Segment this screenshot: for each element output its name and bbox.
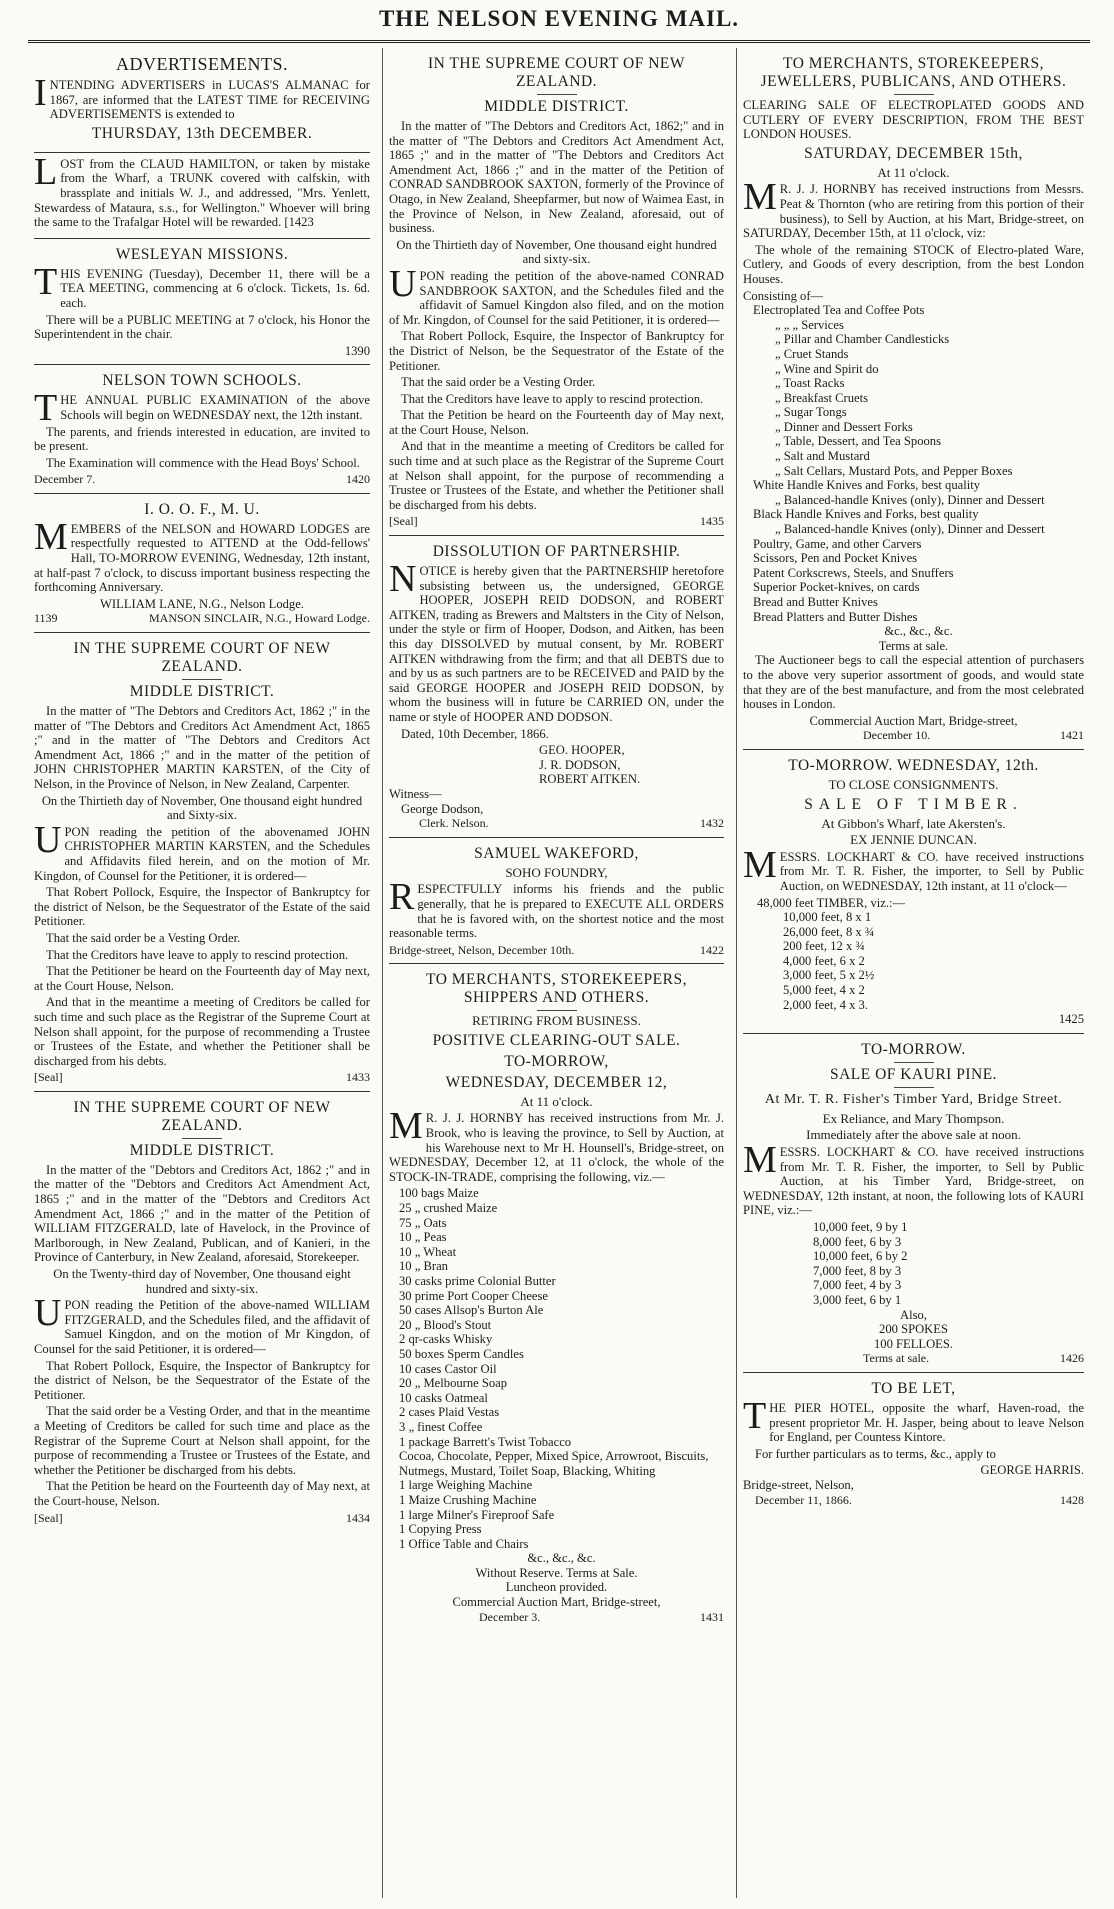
timber-item: 10,000 feet, 8 x 1	[783, 910, 872, 925]
masthead: THE NELSON EVENING MAIL.	[28, 6, 1090, 43]
court2-seal: [Seal]	[34, 1510, 63, 1525]
schools-text2: The parents, and friends interested in education, are invited to be present.	[34, 424, 370, 454]
jewellers-item: „ Dinner and Dessert Forks	[775, 419, 913, 434]
court1-district: MIDDLE DISTRICT.	[129, 683, 275, 701]
jewellers-item: „ Balanced-handle Knives (only), Dinner and Dessert	[775, 492, 1045, 507]
merchants-item: 50 cases Allsop's Burton Ale	[399, 1303, 544, 1318]
merchants-item: 1 large Milner's Fireproof Safe	[399, 1507, 555, 1522]
merchants-item: 75 „ Oats	[399, 1215, 447, 1230]
schools-num: 1420	[346, 472, 370, 487]
jewellers-item: Bread Platters and Butter Dishes	[753, 609, 918, 624]
jewellers-item: Poultry, Game, and other Carvers	[753, 536, 922, 551]
jewellers-item: „ Pillar and Chamber Candlesticks	[775, 332, 950, 347]
jewellers-item: Patent Corkscrews, Steels, and Snuffers	[753, 565, 954, 580]
jewellers-items	[743, 303, 1084, 639]
ad-kauri	[743, 1034, 1084, 1373]
merchants-tomorrow: TO-MORROW,	[504, 1052, 609, 1070]
jewellers-text: MR. J. J. HORNBY has received instructions from Messrs. Peat & Thornton (who are retiring from this portion of their business), to Sell by Auction, at his Mart, Bridge-street, on SATURDAY, December 15th, at 11 o'clock, viz:	[743, 176, 1084, 241]
court1-on: On the Thirtieth day of November, One thousand eight hundred and Sixty-six.	[41, 793, 363, 823]
jewellers-item: „ Toast Racks	[775, 376, 845, 391]
wesleyan-title: WESLEYAN MISSIONS.	[115, 245, 289, 263]
court3-title: IN THE SUPREME COURT OF NEW ZEALAND.	[428, 55, 685, 90]
court1-title: IN THE SUPREME COURT OF NEW ZEALAND.	[73, 640, 331, 676]
court1-num: 1433	[346, 1070, 370, 1085]
advertisements-header: ADVERTISEMENTS.	[116, 54, 288, 74]
court2-upon: UPON reading the Petition of the above-named WILLIAM FITZGERALD, and the Schedules filed, and the affidavit of Samuel Kingdon, and on the motion of Mr Kingdon, of Counsel for the said Petitioner, it is ordered—	[34, 1292, 370, 1356]
court3-p4: That the Petition be heard on the Fourteenth day of May next, at the Court House, Nelson.	[389, 408, 724, 437]
merchants-item: Cocoa, Chocolate, Pepper, Mixed Spice, Arrowroot, Biscuits, Nutmegs, Mustard, Toilet Soap, Blacking, Whiting	[399, 1449, 709, 1478]
kauri-item: 10,000 feet, 6 by 2	[813, 1249, 908, 1264]
merchants-item: 25 „ crushed Maize	[399, 1201, 498, 1216]
court1-p1: That Robert Pollock, Esquire, the Inspector of Bankruptcy for the district of Nelson, be the Sequestrator of the Estate of the said Petitioner.	[34, 885, 370, 929]
timber-item: 26,000 feet, 8 x ¾	[783, 924, 875, 939]
kauri-item: 3,000 feet, 6 by 1	[813, 1292, 902, 1307]
ad-court-karsten	[34, 633, 370, 1092]
jewellers-dec: December 10.	[863, 728, 931, 743]
ad-court-fitzgerald	[34, 1092, 370, 1531]
merchants-item: 10 „ Peas	[399, 1230, 447, 1245]
column-3	[736, 48, 1090, 1898]
schools-text: THE ANNUAL PUBLIC EXAMINATION of the above Schools will begin on WEDNESDAY next, the 12th instant.	[34, 387, 370, 430]
dissolution-num: 1432	[700, 816, 724, 831]
merchants-item: 1 package Barrett's Twist Tobacco	[399, 1434, 572, 1449]
merchants-dec: December 3.	[479, 1609, 541, 1624]
merchants-luncheon: Luncheon provided.	[505, 1580, 608, 1595]
court3-district: MIDDLE DISTRICT.	[484, 98, 629, 115]
column-1	[28, 48, 376, 1898]
lost-text: LOST from the CLAUD HAMILTON, or taken by mistake from the Wharf, a TRUNK covered with calfskin, with brassplate and initials W. J., and addressed, "Mrs. Yenlett, Stewardess of Mataura, s.s., for Wellington." Whoever will bring the same to the Trafalgar Hotel will be rewarded. [1423	[34, 150, 370, 230]
kauri-ex: Ex Reliance, and Mary Thompson.	[822, 1110, 1005, 1126]
kauri-immediately: Immediately after the above sale at noon.	[806, 1127, 1021, 1143]
court1-p4: That the Petitioner be heard on the Fourteenth day of May next, at the Court House, Nelson.	[34, 964, 370, 993]
court1-seal: [Seal]	[34, 1070, 63, 1085]
court2-title: IN THE SUPREME COURT OF NEW ZEALAND.	[73, 1098, 331, 1134]
let-name: GEORGE HARRIS.	[980, 1463, 1084, 1478]
jewellers-item: „ Salt Cellars, Mustard Pots, and Pepper Boxes	[775, 463, 1013, 478]
dissolution-name-1: GEO. HOOPER,	[539, 743, 625, 758]
court3-p5: And that in the meantime a meeting of Creditors be called for such time and at such place as the Registrar of the Supreme Court at Nelson shall appoint, for the purpose of recommending a Trustee or Trustees of the Estate, and whether the Petitioner shall be discharged from his debts.	[389, 439, 724, 512]
kauri-tomorrow: TO-MORROW.	[861, 1040, 966, 1058]
let-addr: Bridge-street, Nelson,	[743, 1477, 854, 1492]
let-further: For further particulars as to terms, &c., apply to	[755, 1446, 996, 1461]
merchants-without: Without Reserve. Terms at Sale.	[475, 1565, 638, 1580]
merchants-item: 1 Maize Crushing Machine	[399, 1492, 537, 1507]
jewellers-item: Black Handle Knives and Forks, best quality	[753, 507, 979, 522]
ioof-sig2: MANSON SINCLAIR, N.G., Howard Lodge.	[149, 611, 370, 626]
kauri-item: 7,000 feet, 8 by 3	[813, 1263, 902, 1278]
timber-title: SALE OF TIMBER.	[804, 795, 1023, 813]
dissolution-witness-name: George Dodson,	[401, 801, 484, 816]
wesleyan-text2: There will be a PUBLIC MEETING at 7 o'clock, his Honor the Superintendent in the chair.	[34, 312, 370, 342]
wakeford-title: SAMUEL WAKEFORD,	[474, 844, 639, 862]
ad-wesleyan	[34, 239, 370, 366]
jewellers-consisting: Consisting of—	[743, 288, 824, 303]
merchants-positive: POSITIVE CLEARING-OUT SALE.	[432, 1031, 681, 1049]
kauri-num: 1426	[1060, 1351, 1084, 1366]
wakeford-sub: SOHO FOUNDRY,	[505, 864, 608, 880]
merchants-time: At 11 o'clock.	[520, 1093, 593, 1109]
jewellers-clearing: CLEARING SALE OF ELECTROPLATED GOODS AND CUTLERY OF EVERY DESCRIPTION, FROM THE BEST LONDON HOUSES.	[743, 98, 1084, 142]
ad-wakeford	[389, 838, 724, 965]
ad-timber	[743, 750, 1084, 1034]
merchants-item: 50 boxes Sperm Candles	[399, 1346, 524, 1361]
ad-merchants-clearing	[389, 964, 724, 1630]
court3-on: On the Thirtieth day of November, One thousand eight hundred and sixty-six.	[396, 237, 717, 267]
dissolution-name-2: J. R. DODSON,	[539, 757, 621, 772]
court1-upon: UPON reading the petition of the abovenamed JOHN CHRISTOPHER MARTIN KARSTEN, and the Schedules and Affidavits filed herein, and on the motion of Mr. Kingdon, of Counsel for the Petitioner, it is ordered—	[34, 818, 370, 883]
kauri-also: Also,	[900, 1307, 927, 1322]
court1-p2: That the said order be a Vesting Order.	[46, 930, 241, 945]
let-title: TO BE LET,	[871, 1379, 956, 1397]
ad-court-saxton	[389, 48, 724, 536]
merchants-item: 100 bags Maize	[399, 1186, 479, 1201]
jewellers-auctioneer: The Auctioneer begs to call the especial attention of purchasers to the above very superior assortment of goods, and would state that they are of the best manufacture, and from the most celebrated houses in London.	[743, 653, 1084, 712]
court2-num: 1434	[346, 1510, 370, 1525]
court2-district: MIDDLE DISTRICT.	[129, 1141, 275, 1159]
schools-text3: The Examination will commence with the Head Boys' School.	[46, 455, 360, 470]
timber-ex: EX JENNIE DUNCAN.	[850, 832, 977, 848]
jewellers-terms: Terms at sale.	[878, 638, 949, 653]
column-2	[382, 48, 730, 1898]
merchants-mart: Commercial Auction Mart, Bridge-street,	[452, 1595, 661, 1610]
wesleyan-text: THIS EVENING (Tuesday), December 11, there will be a TEA MEETING, commencing at 6 o'clock. Tickets, 1s. 6d. each.	[34, 260, 370, 310]
schools-date: December 7.	[34, 472, 96, 487]
merchants-item: 10 casks Oatmeal	[399, 1390, 488, 1405]
merchants-item: 30 prime Port Cooper Cheese	[399, 1288, 548, 1303]
court3-p3: That the Creditors have leave to apply to rescind protection.	[401, 391, 704, 406]
merchants-item: 3 „ finest Coffee	[399, 1419, 483, 1434]
kauri-text: MESSRS. LOCKHART & CO. have received instructions from Mr. T. R. Fisher, the importer, to Sell by Public Auction, at his Timber Yard, Bridge-street, on WEDNESDAY, 12th instant, at noon, the following lots of KAURI PINE, viz.:—	[743, 1139, 1084, 1218]
court2-matter: In the matter of the "Debtors and Creditors Act, 1862 ;" and in the matter of the "Debtors and Creditors Act Amendment Act, 1865 ;" and in the matter of the "Debtors and Creditors Act Amendment Act, 1866 ;" and in the matter of the Petition of WILLIAM FITZGERALD, late of Havelock, in the Province of Marlborough, in New Zealand, Publican, and of Kanieri, in the Province of Canterbury, in New Zealand, aforesaid, Storekeeper.	[34, 1162, 370, 1265]
let-dec: December 11, 1866.	[755, 1492, 852, 1507]
merchants-item: &c., &c., &c.	[527, 1551, 596, 1566]
wakeford-date: Bridge-street, Nelson, December 10th.	[389, 942, 575, 957]
jewellers-item: „ Salt and Mustard	[775, 449, 870, 464]
timber-num: 1425	[1058, 1012, 1084, 1027]
jewellers-item: „ Balanced-handle Knives (only), Dinner and Dessert	[775, 522, 1045, 537]
ad-ioof	[34, 494, 370, 633]
timber-total: 48,000 feet TIMBER, viz.:—	[757, 895, 906, 910]
kauri-item: 8,000 feet, 6 by 3	[813, 1234, 902, 1249]
court2-p2: That the said order be a Vesting Order, and that in the meantime a Meeting of Creditors be called for such time and place as the Registrar of the Supreme Court at Nelson shall appoint, for the purpose of recommending a Trustee or Trustees of the Estate, and whether the Petitioner be discharged from his debts.	[34, 1404, 370, 1477]
court3-p2: That the said order be a Vesting Order.	[401, 375, 596, 390]
jewellers-date: SATURDAY, DECEMBER 15th,	[804, 144, 1023, 162]
merchants-text: MR. J. J. HORNBY has received instructions from Mr. J. Brook, who is leaving the province, to Sell by Auction, at his Warehouse next to Mr H. Hounsell's, Bridge-street, on WEDNESDAY, December 12, at 11 o'clock, the whole of the STOCK-IN-TRADE, comprising the following, viz.—	[389, 1105, 724, 1184]
jewellers-time: At 11 o'clock.	[877, 164, 950, 180]
jewellers-item: „ Table, Dessert, and Tea Spoons	[775, 434, 941, 449]
wesleyan-num: 1390	[344, 343, 370, 358]
timber-item: 4,000 feet, 6 x 2	[783, 953, 865, 968]
merchants-item: 10 „ Bran	[399, 1259, 448, 1274]
court3-upon: UPON reading the petition of the above-named CONRAD SANDBROOK SAXTON, and the Schedules filed and the affidavit of Samuel Kingdon also filed, and on the motion of Mr. Kingdon, of Counsel for the said Petitioner, it is ordered—	[389, 262, 724, 327]
ad-electroplate	[743, 48, 1084, 750]
kauri-at: At Mr. T. R. Fisher's Timber Yard, Bridge Street.	[764, 1091, 1063, 1107]
kauri-terms: Terms at sale.	[863, 1351, 930, 1366]
jewellers-item: „ „ „ Services	[775, 317, 844, 332]
wakeford-text: RESPECTFULLY informs his friends and the public generally, that he is prepared to EXECUTE ALL ORDERS that he is favored with, on the shortest notice and the most reasonable terms.	[389, 876, 724, 941]
ad-dissolution	[389, 536, 724, 838]
schools-title: NELSON TOWN SCHOOLS.	[102, 372, 302, 390]
merchants-item: 2 qr-casks Whisky	[399, 1332, 493, 1347]
jewellers-item: Bread and Butter Knives	[753, 595, 878, 609]
court1-p3: That the Creditors have leave to apply to rescind protection.	[46, 947, 349, 962]
merchants-item: 1 large Weighing Machine	[399, 1478, 533, 1493]
dissolution-witness: Witness—	[389, 786, 442, 801]
timber-item: 200 feet, 12 x ¾	[783, 939, 865, 954]
jewellers-item: White Handle Knives and Forks, best quality	[753, 478, 980, 493]
court3-p1: That Robert Pollock, Esquire, the Inspector of Bankruptcy for the District of Nelson, be the Sequestrator of the Estate of the Petitioner.	[389, 329, 724, 373]
merchants-num: 1431	[700, 1609, 724, 1624]
kauri-item: 7,000 feet, 4 by 3	[813, 1278, 902, 1293]
court3-matter: In the matter of "The Debtors and Creditors Act, 1862;" and in the matter of "The Debtors and Creditors Act Amendment Act, 1865 ;" and in the matter of "The Debtors and Creditors Act Amendment Act, 1866 ;" and in the matter of the Petition of CONRAD SANDBROOK SAXTON, formerly of the Province of Otago, in New Zealand, Sheepfarmer, but now of Waimea East, in the Province of Nelson, in New Zealand, aforesaid, out of business.	[389, 119, 724, 236]
jewellers-item: Scissors, Pen and Pocket Knives	[753, 551, 918, 566]
merchants-item: 1 Office Table and Chairs	[399, 1536, 529, 1551]
jewellers-title: TO MERCHANTS, STOREKEEPERS, JEWELLERS, PUBLICANS, AND OTHERS.	[760, 55, 1067, 90]
ioof-sig1: WILLIAM LANE, N.G., Nelson Lodge.	[100, 596, 304, 611]
jewellers-item: „ Breakfast Cruets	[775, 390, 869, 405]
kauri-spokes: 200 SPOKES	[879, 1322, 948, 1337]
timber-items	[743, 910, 1084, 1012]
merchants-item: 2 cases Plaid Vestas	[399, 1405, 500, 1420]
ad-lost-trunk	[34, 150, 370, 239]
lucas-text: INTENDING ADVERTISERS in LUCAS'S ALMANAC for 1867, are informed that the LATEST TIME for RECEIVING ADVERTISEMENTS is extended to	[34, 72, 370, 122]
jewellers-item: „ Cruet Stands	[775, 346, 849, 361]
let-text: THE PIER HOTEL, opposite the wharf, Haven-road, the present proprietor Mr. H. Jasper, being about to leave Nelson for England, per Countess Kintore.	[743, 1394, 1084, 1445]
kauri-title: SALE OF KAURI PINE.	[829, 1065, 998, 1083]
timber-item: 3,000 feet, 5 x 2½	[783, 968, 875, 983]
jewellers-whole: The whole of the remaining STOCK of Electro-plated Ware, Cutlery, and Goods of every description, from the best London Houses.	[743, 242, 1084, 286]
court1-p5: And that in the meantime a meeting of Creditors be called for such time and such place as the Registrar of the Supreme Court at Nelson shall appoint, for the purpose of recommending a Trustee or Trustees of the Estate, and whether the Petitioner shall be discharged from his debts.	[34, 995, 370, 1068]
merchants-item: 10 „ Wheat	[399, 1244, 457, 1259]
ad-to-let	[743, 1373, 1084, 1513]
dissolution-witness-role: Clerk. Nelson.	[419, 816, 489, 831]
timber-tomorrow: TO-MORROW. WEDNESDAY, 12th.	[788, 756, 1039, 774]
dissolution-text: NOTICE is hereby given that the PARTNERSHIP heretofore subsisting between us, the undersigned, GEORGE HOOPER, JOSEPH REID DODSON, and ROBERT AITKEN, trading as Brewers and Maltsters in the City of Nelson, under the style or firm of Hooper, Dodson, and Aitken, has been this day DISSOLVED by mutual consent, by Mr. ROBERT AITKEN withdrawing from the firm; and that all DEBTS due to and by us as such partners are to be RECEIVED and PAID by the said GEORGE HOOPER and JOSEPH REID DODSON, by whom the business will in future be CARRIED ON, under the name or style of HOOPER AND DODSON.	[389, 558, 724, 724]
dissolution-dated: Dated, 10th December, 1866.	[401, 726, 549, 741]
ad-lucas	[34, 48, 370, 153]
timber-item: 2,000 feet, 4 x 3.	[783, 997, 868, 1012]
ad-schools	[34, 365, 370, 494]
ioof-text: MEMBERS of the NELSON and HOWARD LODGES are respectfully requested to ATTEND at the Odd-fellows' Hall, TO-MORROW EVENING, Wednesday, 12th instant, at half-past 7 o'clock, to discuss important business respecting the forthcoming Anniversary.	[34, 515, 370, 595]
kauri-felloes: 100 FELLOES.	[873, 1336, 954, 1351]
dissolution-name-3: ROBERT AITKEN.	[539, 772, 641, 787]
merchants-item: 20 „ Melbourne Soap	[399, 1376, 508, 1391]
merchants-title: TO MERCHANTS, STOREKEEPERS, SHIPPERS AND OTHERS.	[426, 971, 687, 1007]
court3-num: 1435	[700, 514, 724, 529]
jewellers-item: Superior Pocket-knives, on cards	[753, 580, 920, 595]
timber-wharf: At Gibbon's Wharf, late Akersten's.	[821, 815, 1006, 831]
kauri-item: 10,000 feet, 9 by 1	[813, 1220, 908, 1234]
wakeford-num: 1422	[700, 942, 724, 957]
merchants-item: 10 cases Castor Oil	[399, 1361, 497, 1376]
court2-p1: That Robert Pollock, Esquire, the Inspector of Bankruptcy for the district of Nelson, be the Sequestrator of the Estate of the Petitioner.	[34, 1358, 370, 1402]
jewellers-num: 1421	[1060, 728, 1084, 743]
timber-item: 5,000 feet, 4 x 2	[783, 983, 865, 998]
merchants-item: 20 „ Blood's Stout	[399, 1317, 492, 1332]
timber-close: TO CLOSE CONSIGNMENTS.	[828, 776, 999, 792]
jewellers-item: &c., &c., &c.	[884, 624, 953, 639]
merchants-items	[389, 1186, 724, 1565]
timber-text: MESSRS. LOCKHART & CO. have received instructions from Mr. T. R. Fisher, the importer, to Sell by Public Auction, on WEDNESDAY, 12th instant, at 11 o'clock—	[743, 843, 1084, 893]
merchants-item: 30 casks prime Colonial Butter	[399, 1274, 556, 1288]
court3-seal: [Seal]	[389, 514, 418, 529]
merchants-date: WEDNESDAY, DECEMBER 12,	[445, 1073, 668, 1091]
lucas-date: THURSDAY, 13th DECEMBER.	[91, 124, 313, 142]
jewellers-item: Electroplated Tea and Coffee Pots	[753, 303, 925, 318]
jewellers-item: „ Sugar Tongs	[775, 405, 847, 420]
ioof-num: 1139	[34, 611, 58, 626]
jewellers-mart: Commercial Auction Mart, Bridge-street,	[809, 713, 1018, 728]
merchants-retiring: RETIRING FROM BUSINESS.	[472, 1013, 641, 1029]
court2-on: On the Twenty-third day of November, One thousand eight hundred and sixty-six.	[53, 1267, 351, 1296]
dissolution-title: DISSOLUTION OF PARTNERSHIP.	[432, 543, 681, 561]
let-num: 1428	[1060, 1492, 1084, 1507]
jewellers-item: „ Wine and Spirit do	[775, 361, 879, 376]
merchants-item: 1 Copying Press	[399, 1522, 482, 1537]
ioof-title: I. O. O. F., M. U.	[144, 500, 260, 518]
kauri-items	[743, 1220, 1084, 1308]
court2-p3: That the Petition be heard on the Fourteenth day of May next, at the Court-house, Nelson.	[34, 1479, 370, 1508]
court1-matter: In the matter of "The Debtors and Creditors Act, 1862 ;" in the matter of "The Debtors and Creditors Act Amendment Act, 1865 ;" and in the matter of "The Debtors and Creditors Act Amendment Act, 1866 ;" and in the matter of the petition of JOHN CHRISTOPHER MARTIN KARSTEN, of the City of Nelson, in the Province of Nelson, in New Zealand, Carpenter.	[34, 704, 370, 791]
